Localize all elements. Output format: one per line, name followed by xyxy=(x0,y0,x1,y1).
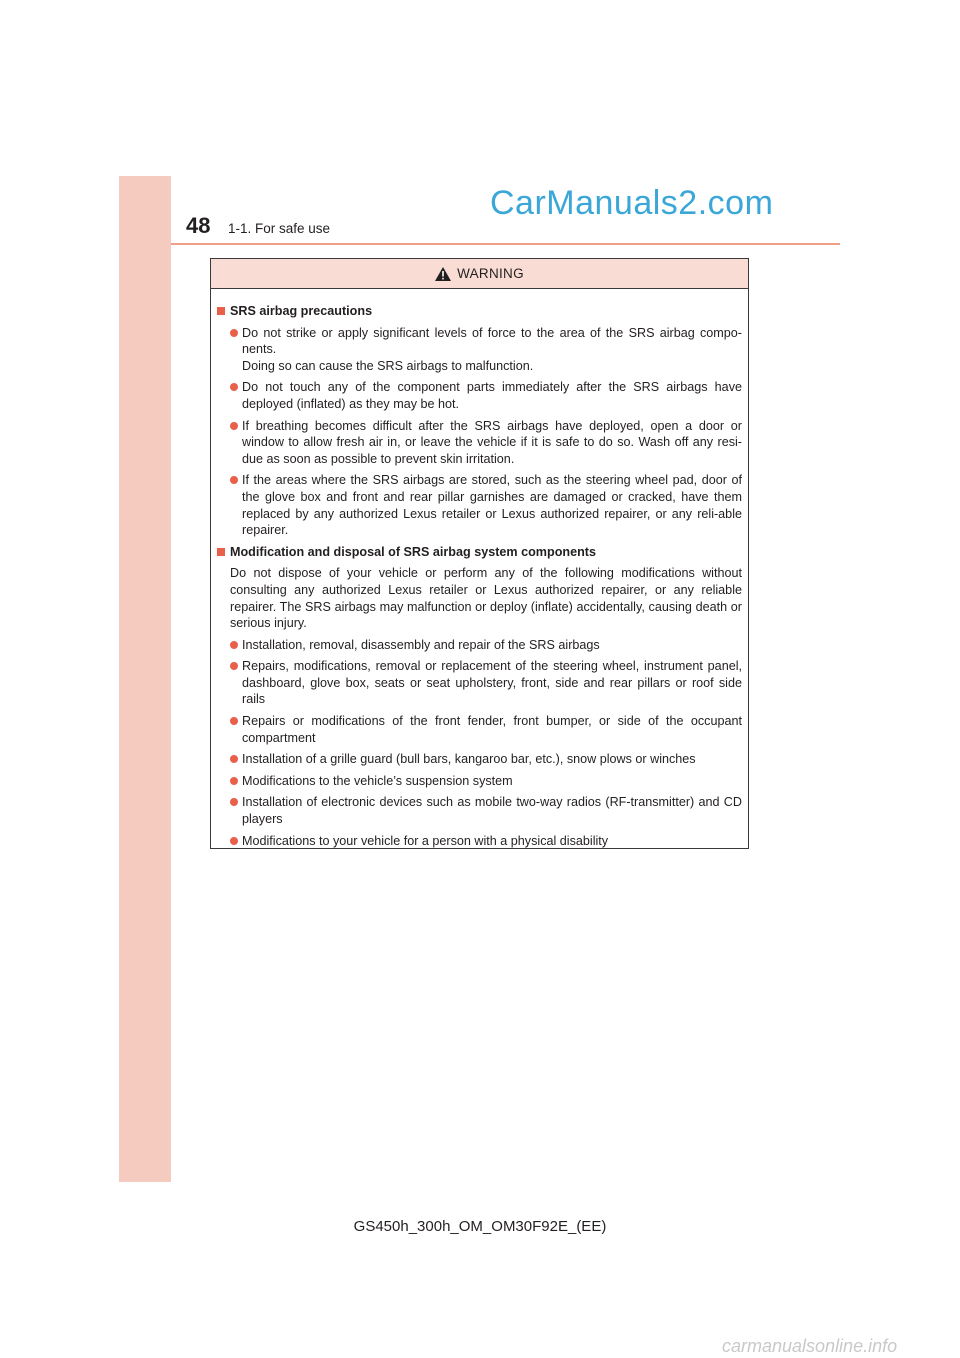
square-bullet-icon xyxy=(217,548,225,556)
section-heading: SRS airbag precautions xyxy=(217,303,742,320)
bullet-text: Do not strike or apply significant levels of force to the area of the SRS airbag compo-nents. xyxy=(242,325,742,357)
bullet-text: If the areas where the SRS airbags are stored, such as the steering wheel pad, door of the glove box and front and rear pillar garnishes are damaged or cracked, have them replaced by any authorized Lexus retailer or Lexus authorized repairer, or any reli-able repairer. xyxy=(242,473,742,538)
bullet-text: Installation of a grille guard (bull bars, kangaroo bar, etc.), snow plows or winches xyxy=(242,752,696,767)
round-bullet-icon xyxy=(230,476,238,484)
bullet-text: Repairs, modifications, removal or replacement of the steering wheel, instrument panel, dashboard, glove box, seats or seat upholstery, front, side and rear pillars or roof side rails xyxy=(242,659,742,707)
round-bullet-icon xyxy=(230,837,238,845)
watermark-logo: CarManuals2.com xyxy=(490,184,774,222)
list-item xyxy=(217,472,742,538)
page-number: 48 xyxy=(186,213,211,238)
round-bullet-icon xyxy=(230,662,238,670)
bullet-text: Modifications to the vehicle’s suspension system xyxy=(242,773,513,788)
list-item xyxy=(217,773,742,790)
round-bullet-icon xyxy=(230,641,238,649)
square-bullet-icon xyxy=(217,307,225,315)
bullet-text: Installation, removal, disassembly and repair of the SRS airbags xyxy=(242,637,600,652)
warning-header xyxy=(211,259,748,289)
round-bullet-icon xyxy=(230,383,238,391)
list-item xyxy=(217,751,742,768)
round-bullet-icon xyxy=(230,422,238,430)
site-watermark: carmanualsonline.info xyxy=(722,1336,898,1356)
bullet-text: Repairs or modifications of the front fender, front bumper, or side of the occupant compartment xyxy=(242,714,742,745)
list-item xyxy=(217,325,742,375)
warning-triangle-icon xyxy=(435,267,451,281)
list-item xyxy=(217,713,742,746)
round-bullet-icon xyxy=(230,755,238,763)
side-color-band xyxy=(119,176,171,1182)
round-bullet-icon xyxy=(230,777,238,785)
bullet-text: Modifications to your vehicle for a person with a physical disability xyxy=(242,833,609,848)
bullet-text-continued: Doing so can cause the SRS airbags to malfunction. xyxy=(242,358,534,373)
round-bullet-icon xyxy=(230,329,238,337)
list-item xyxy=(217,833,742,850)
section-heading: Modification and disposal of SRS airbag system components xyxy=(217,544,742,561)
bullet-text: Do not touch any of the component parts immediately after the SRS airbags have deployed (inflated) as they may be hot. xyxy=(242,380,742,411)
header-divider xyxy=(171,243,840,245)
round-bullet-icon xyxy=(230,798,238,806)
list-item xyxy=(217,658,742,708)
section-title: 1-1. For safe use xyxy=(228,221,331,236)
list-item xyxy=(217,379,742,412)
section-intro: Do not dispose of your vehicle or perform any of the following modifications without consulting any authorized Lexus retailer or Lexus authorized repairer, or any reliable repairer. The SRS airbags may malfunction or deploy (inflate) accidentally, causing death or serious injury. xyxy=(230,566,742,631)
list-item xyxy=(217,637,742,654)
bullet-text: Installation of electronic devices such as mobile two-way radios (RF-transmitter) and CD players xyxy=(242,795,742,827)
document-code: GS450h_300h_OM_OM30F92E_(EE) xyxy=(353,1218,607,1235)
round-bullet-icon xyxy=(230,717,238,725)
warning-label: WARNING xyxy=(457,266,524,281)
bullet-text: If breathing becomes difficult after the SRS airbags have deployed, open a door or window to allow fresh air in, or leave the vehicle if it is safe to do so. Wash off any resi-due as soon as possible to prevent skin irritation. xyxy=(242,418,742,466)
list-item xyxy=(217,794,742,827)
warning-body xyxy=(211,289,748,849)
warning-box xyxy=(210,258,749,849)
list-item xyxy=(217,418,742,468)
